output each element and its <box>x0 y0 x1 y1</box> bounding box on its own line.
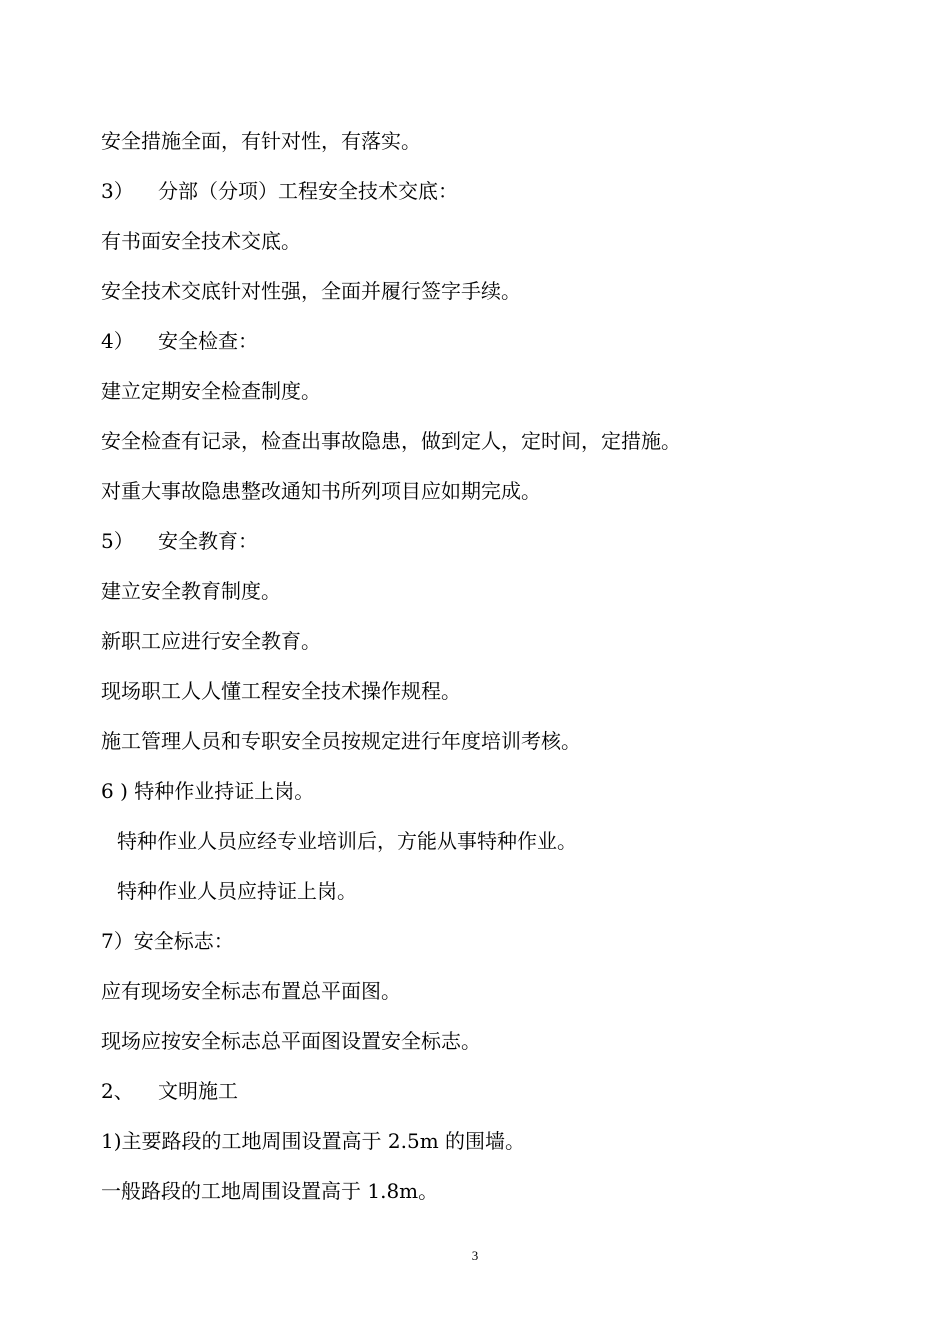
heading-item-4 <box>101 329 258 353</box>
paragraph-inspection-records: 安全检查有记录，检查出事故隐患，做到定人，定时间，定措施。 <box>101 429 681 453</box>
heading-text: 分部（分项）工程安全技术交底： <box>158 179 458 203</box>
paragraph-new-staff-education: 新职工应进行安全教育。 <box>101 629 321 653</box>
section-title: 文明施工 <box>158 1079 238 1103</box>
paragraph-written-briefing: 有书面安全技术交底。 <box>101 229 301 253</box>
page-number: 3 <box>471 1248 479 1263</box>
paragraph-sign-layout-plan: 应有现场安全标志布置总平面图。 <box>101 979 401 1003</box>
paragraph-safety-measures: 安全措施全面，有针对性，有落实。 <box>101 129 421 153</box>
heading-item-6: 6 ) 特种作业持证上岗。 <box>101 779 315 803</box>
heading-text: 安全检查： <box>158 329 258 353</box>
paragraph-education-system: 建立安全教育制度。 <box>101 579 281 603</box>
paragraph-operating-rules: 现场职工人人懂工程安全技术操作规程。 <box>101 679 461 703</box>
item-number: 4） <box>101 329 134 353</box>
paragraph-special-certificate: 特种作业人员应持证上岗。 <box>117 879 357 903</box>
item-number: 5） <box>101 529 134 553</box>
paragraph-sign-placement: 现场应按安全标志总平面图设置安全标志。 <box>101 1029 481 1053</box>
section-heading-2 <box>101 1079 238 1103</box>
paragraph-briefing-signature: 安全技术交底针对性强，全面并履行签字手续。 <box>101 279 521 303</box>
heading-item-3 <box>101 179 458 203</box>
heading-item-5 <box>101 529 258 553</box>
paragraph-general-road-wall: 一般路段的工地周围设置高于 1.8m。 <box>101 1179 439 1203</box>
paragraph-special-training: 特种作业人员应经专业培训后，方能从事特种作业。 <box>117 829 577 853</box>
heading-text: 安全教育： <box>158 529 258 553</box>
item-number: 3） <box>101 179 134 203</box>
heading-item-7: 7）安全标志： <box>101 929 234 953</box>
paragraph-inspection-system: 建立定期安全检查制度。 <box>101 379 321 403</box>
paragraph-hazard-rectification: 对重大事故隐患整改通知书所列项目应如期完成。 <box>101 479 541 503</box>
paragraph-annual-training: 施工管理人员和专职安全员按规定进行年度培训考核。 <box>101 729 581 753</box>
paragraph-main-road-wall: 1)主要路段的工地周围设置高于 2.5m 的围墙。 <box>101 1129 526 1153</box>
section-number: 2、 <box>101 1079 134 1103</box>
